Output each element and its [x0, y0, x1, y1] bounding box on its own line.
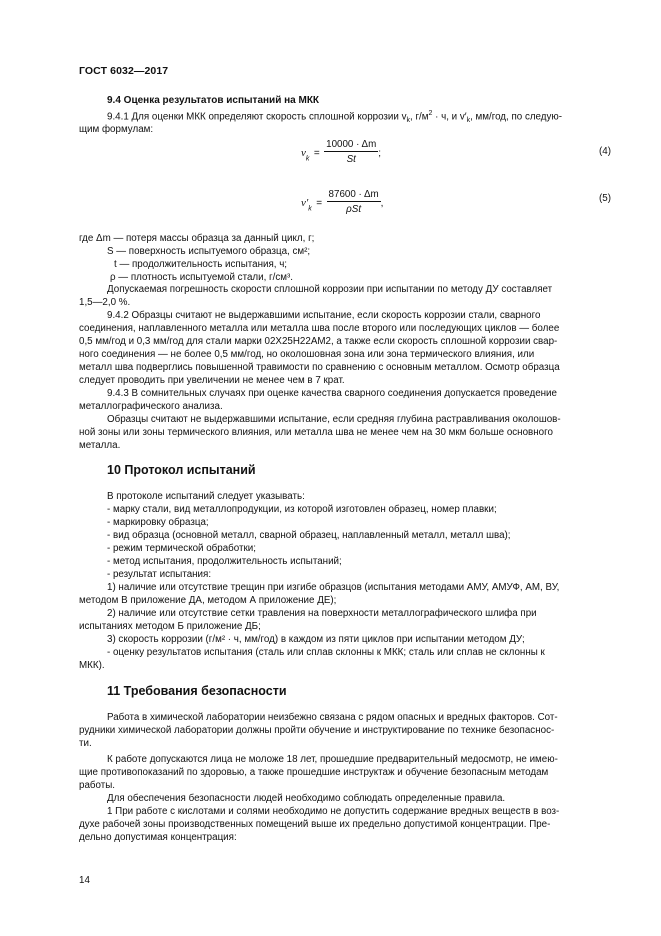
s10-item1-line-2: методом В приложение ДА, методом А приложение ДЕ); [79, 595, 337, 606]
s10-line-6: - метод испытания, продолжительность испытаний; [107, 556, 342, 567]
numerator: 10000 · Δm [326, 139, 377, 150]
s11-p2-line-2: щие противопоказаний по здоровью, а также прошедшие инструктаж и обучение безопасным методам [79, 767, 549, 778]
s10-line-1: В протоколе испытаний следует указывать: [107, 491, 305, 502]
s10-item2-line-2: испытаниях методом Б приложение ДБ; [79, 621, 261, 632]
section-10-heading: 10 Протокол испытаний [107, 463, 256, 477]
formula-punct: , [380, 198, 384, 210]
formula-4: $v_k$ = $\frac{10000 \cdot \Delta m}{St}$ ; [301, 139, 382, 165]
denominator: St [346, 154, 356, 165]
p943b-line-2: ной зоны или зоны термического влияния, или металла шва не менее чем на 30 мкм больше основного [79, 427, 553, 438]
where-line-4: ρ — плотность испытуемой стали, г/см³. [110, 272, 293, 283]
tolerance-line-1: Допускаемая погрешность скорости сплошной коррозии при испытании по методу ДУ составляет [107, 284, 553, 295]
equation-number-5: (5) [599, 193, 611, 204]
subscript: k [406, 117, 410, 125]
p942-line-6: следует проводить при увеличении не менее чем в 7 крат. [79, 375, 345, 386]
subscript: k [466, 117, 471, 125]
s10-item1-line-1: 1) наличие или отсутствие трещин при изгибе образцов (испытания методами АМУ, АМУФ, АМ, ВУ, [107, 582, 560, 593]
s10-item4-line-2: МКК). [79, 660, 105, 671]
section-11-heading: 11 Требования безопасности [107, 684, 287, 698]
p942-line-3: 0,5 мм/год и 0,3 мм/год для стали марки 02Х25Н22АМ2, а также если скорость сплошной коррозии свар- [79, 336, 558, 347]
formula-lhs-subscript: k [305, 155, 310, 163]
p943b-line-3: металла. [79, 440, 121, 451]
formula-punct: ; [378, 148, 382, 160]
text-part: , г/м [410, 111, 429, 123]
where-line-1: где Δm — потеря массы образца за данный цикл, г; [79, 233, 315, 244]
s10-line-3: - маркировку образца; [107, 517, 209, 528]
s10-line-4: - вид образца (основной металл, сварной образец, наплавленный металл, металл шва); [107, 530, 511, 541]
formula-4-fraction [324, 139, 378, 165]
formula-5-fraction [327, 189, 381, 215]
text-part: , мм/год, по следую- [470, 111, 563, 123]
section-9-4-heading: 9.4 Оценка результатов испытаний на МКК [107, 95, 320, 106]
formula-lhs-subscript: k [308, 205, 312, 213]
p942-line-4: ного соединения — не более 0,5 мм/год, но околошовная зона или зона термического влияния, или [79, 349, 535, 360]
s11-p2-line-1: К работе допускаются лица не моложе 18 лет, прошедшие предварительный медосмотр, не имею- [107, 754, 558, 765]
text-part: 9.4.1 Для оценки МКК определяют скорость сплошной коррозии v [107, 111, 407, 123]
s11-p1-line-2: рудники химической лаборатории должны пройти обучение и инструктирование по технике безопаснос- [79, 725, 555, 736]
page-number: 14 [79, 875, 90, 886]
s11-p1-line-3: ти. [79, 738, 92, 749]
s11-p1-line-1: Работа в химической лаборатории неизбежно связана с рядом опасных и вредных факторов. Сот- [107, 712, 558, 723]
s10-item2-line-1: 2) наличие или отсутствие сетки травления на поверхности металлографического шлифа при [107, 608, 537, 619]
formula-5: $v'_k$ = $\frac{87600 \cdot \Delta m}{\text{ρSt}}$ , [301, 189, 384, 215]
p942-line-5: металл шва подверглись повышенной травимости по сравнению с основным металлом. Осмотр образца [79, 362, 560, 373]
s10-line-2: - марку стали, вид металлопродукции, из которой изготовлен образец, номер плавки; [107, 504, 497, 515]
s11-p4-line-2: духе рабочей зоны производственных помещений выше их предельно допустимой концентрации. Пре- [79, 819, 551, 830]
numerator: 87600 · Δm [328, 189, 379, 200]
p943b-line-1: Образцы считают не выдержавшими испытание, если средняя глубина растравливания околошов- [107, 414, 561, 425]
s11-p3: Для обеспечения безопасности людей необходимо соблюдать определенные правила. [107, 793, 506, 804]
s11-p4-line-3: дельно допустимая концентрация: [79, 832, 237, 843]
paragraph-9-4-1-line-2: щим формулам: [79, 124, 154, 135]
text-part: · ч, и v′ [432, 111, 467, 123]
s10-line-7: - результат испытания: [107, 569, 212, 580]
where-line-3: t — продолжительность испытания, ч; [114, 259, 288, 270]
tolerance-line-2: 1,5—2,0 %. [79, 297, 131, 308]
p943-line-1: 9.4.3 В сомнительных случаях при оценке качества сварного соединения допускается проведение [107, 388, 557, 399]
s10-line-5: - режим термической обработки; [107, 543, 256, 554]
s10-item4-line-1: - оценку результатов испытания (сталь или сплав склонны к МКК; сталь или сплав не склонны к [107, 647, 545, 658]
equation-number-4: (4) [599, 146, 611, 157]
formula-lhs: v [301, 147, 306, 160]
where-line-2: S — поверхность испытуемого образца, см²; [107, 246, 311, 257]
s11-p2-line-3: работы. [79, 780, 115, 791]
p942-line-2: соединения, наплавленного металла или металла шва после второго или последующих циклов — более [79, 323, 560, 334]
s10-item3: 3) скорость коррозии (г/м² · ч, мм/год) в каждом из пяти циклов при испытании методом ДУ; [107, 634, 525, 645]
s11-p4-line-1: 1 При работе с кислотами и солями необходимо не допустить содержание вредных веществ в воз- [107, 806, 560, 817]
paragraph-9-4-1-line-1 [107, 110, 562, 124]
formula-lhs: v′ [301, 197, 309, 210]
denominator: ρSt [346, 204, 362, 215]
document-header: ГОСТ 6032—2017 [79, 65, 169, 77]
p943-line-2: металлографического анализа. [79, 401, 223, 412]
superscript: 2 [428, 110, 433, 117]
p942-line-1: 9.4.2 Образцы считают не выдержавшими испытание, если скорость коррозии стали, сварного [107, 310, 541, 321]
